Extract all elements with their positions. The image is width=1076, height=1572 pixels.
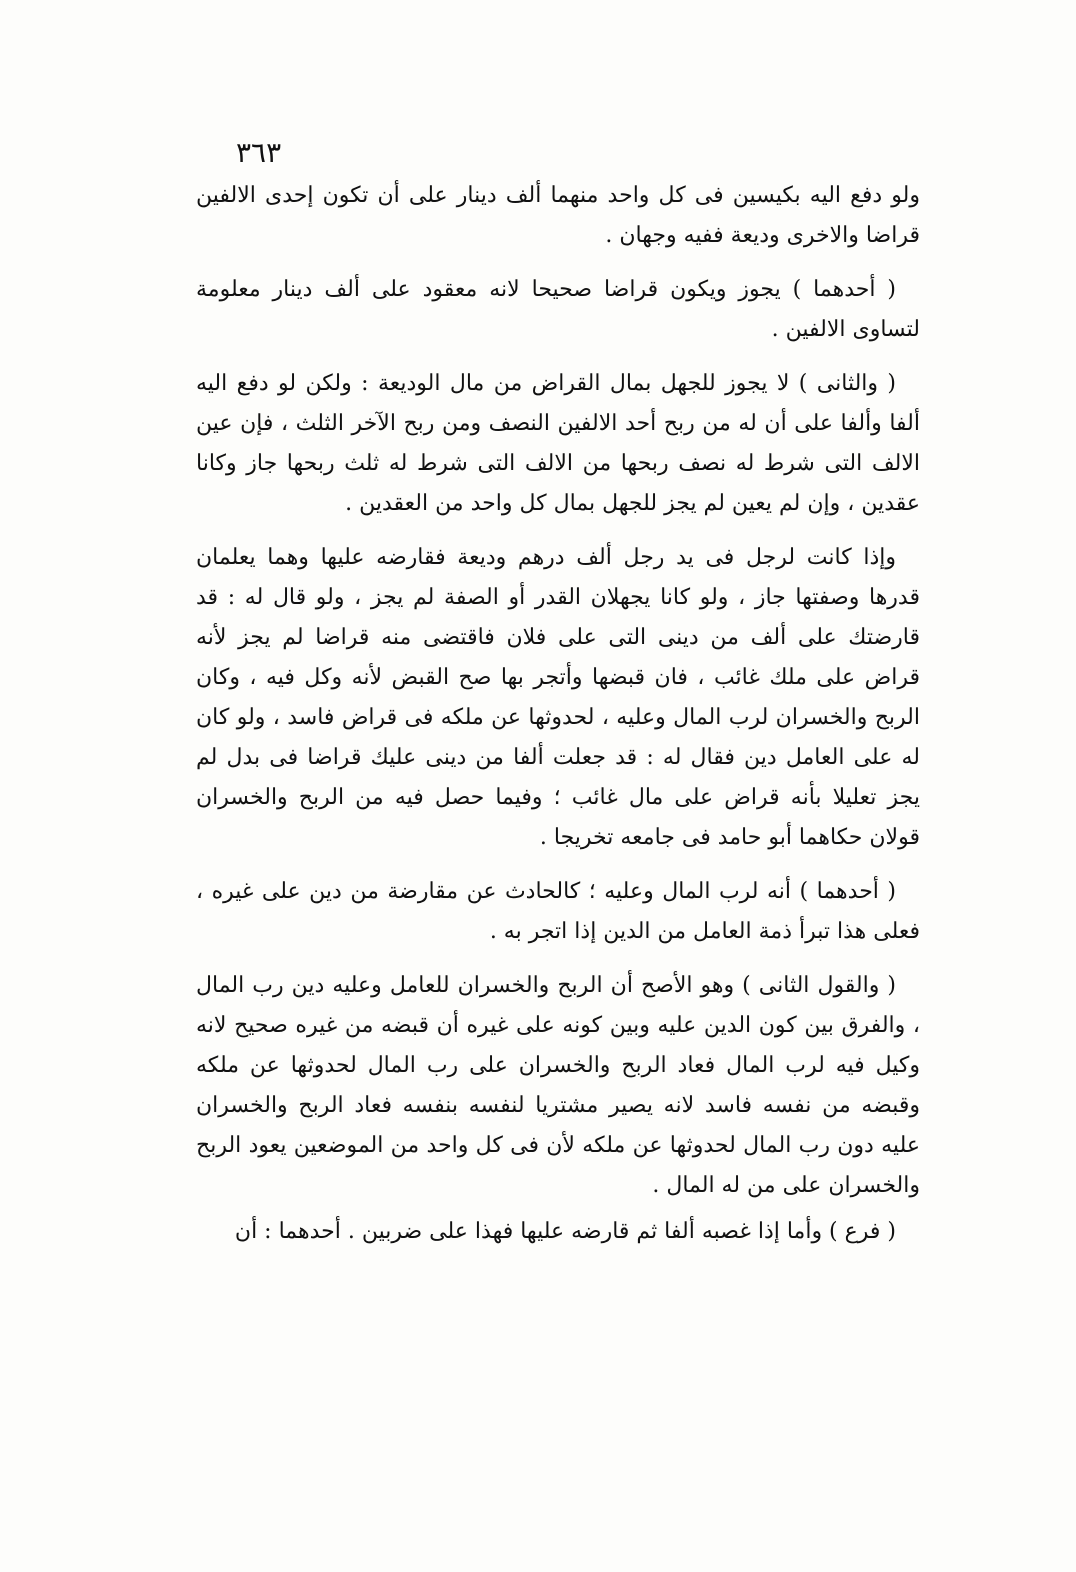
paragraph-4: وإذا كانت لرجل فى يد رجل ألف درهم وديعة فقارضه عليها وهما يعلمان قدرها وصفتها جاز ، ولو كانا يجهلان القدر أو الصفة لم يجز ، ولو قال له : قد قارضتك على ألف من دينى التى على فلان فاقتضى منه قراضا لم يجز لأنه قراض على ملك غائب ، فان قبضها وأتجر بها صح القبض لأنه وكل فيه ، وكان الربح والخسران لرب المال وعليه ، لحدوثها عن ملكه فى قراض فاسد ، ولو كان له على العامل دين فقال له : قد جعلت ألفا من دينى عليك قراضا فى بدل لم يجز تعليلا بأنه قراض على مال غائب ؛ وفيما حصل فيه من الربح والخسران قولان حكاهما أبو حامد فى جامعه تخريجا . — [196, 545, 920, 850]
paragraph-6: ( والقول الثانى ) وهو الأصح أن الربح والخسران للعامل وعليه دين رب المال ، والفرق بين كون الدين عليه وبين كونه على غيره أن قبضه من غيره صحيح لانه وكيل فيه لرب المال فعاد الربح والخسران على رب المال لحدوثها عن ملكه وقبضه من نفسه فاسد لانه يصير مشتريا لنفسه بنفسه فعاد الربح والخسران عليه دون رب المال لحدوثها عن ملكه لأن فى كل واحد من الموضعين يعود الربح والخسران على من له المال . — [196, 973, 920, 1198]
paragraph-2: ( أحدهما ) يجوز ويكون قراضا صحيحا لانه معقود على ألف دينار معلومة لتساوى الالفين . — [196, 277, 920, 342]
paragraph-3: ( والثانى ) لا يجوز للجهل بمال القراض من مال الوديعة : ولكن لو دفع اليه ألفا وألفا على أن له من ربح أحد الالفين النصف ومن ربح الآخر الثلث ، فإن عين الالف التى شرط له نصف ربحها من الالف التى شرط له ثلث ربحها جاز وكانا عقدين ، وإن لم يعين لم يجز للجهل بمال كل واحد من العقدين . — [196, 371, 920, 516]
page-number: ٣٦٣ — [236, 136, 282, 169]
paragraph-5: ( أحدهما ) أنه لرب المال وعليه ؛ كالحادث عن مقارضة من دين على غيره ، فعلى هذا تبرأ ذمة العامل من الدين إذا اتجر به . — [196, 879, 920, 944]
paragraph-7: ( فرع ) وأما إذا غصبه ألفا ثم قارضه عليها فهذا على ضربين . أحدهما : أن — [234, 1219, 896, 1244]
paragraph-1: ولو دفع اليه بكيسين فى كل واحد منهما ألف دينار على أن تكون إحدى الالفين قراضا والاخرى وديعة ففيه وجهان . — [196, 183, 920, 248]
body-text — [196, 176, 920, 1258]
